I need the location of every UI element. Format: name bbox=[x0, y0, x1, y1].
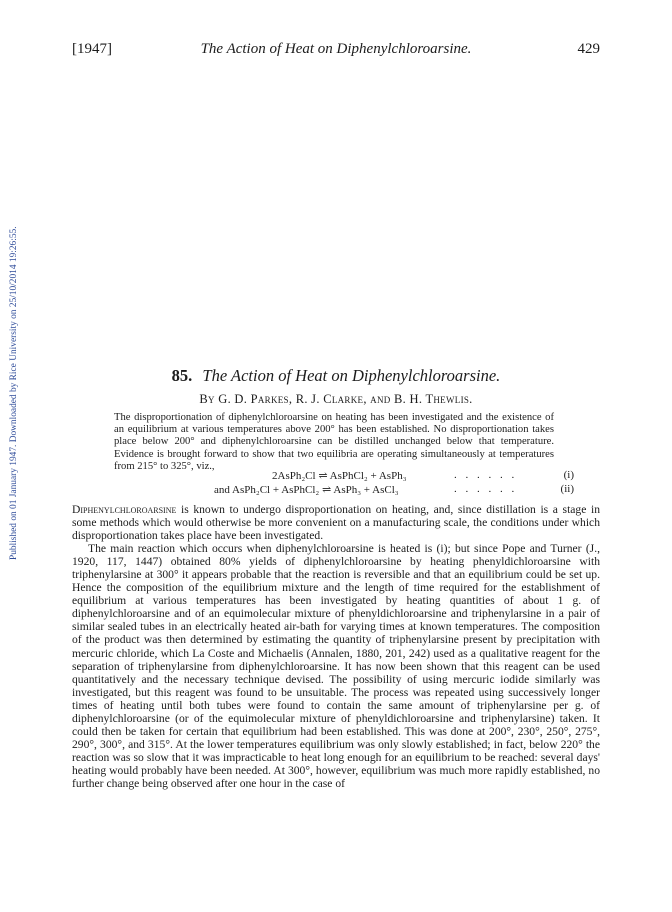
article-title-text: The Action of Heat on Diphenylchloroarsine. bbox=[202, 366, 501, 385]
article-title bbox=[0, 366, 672, 386]
equation-2-text: and AsPh₂Cl + AsPhCl₂ ⇌ AsPh₃ + AsCl₃ bbox=[214, 484, 399, 496]
equation-1-text: 2AsPh₂Cl ⇌ AsPhCl₂ + AsPh₃ bbox=[272, 470, 407, 482]
header-year: [1947] bbox=[72, 41, 112, 57]
lead-word: Diphenylchloroarsine bbox=[72, 503, 177, 516]
body-paragraph-1 bbox=[72, 503, 600, 542]
header-title: The Action of Heat on Diphenylchloroarsine. bbox=[200, 41, 472, 57]
equation-1 bbox=[114, 469, 574, 483]
equation-1-number: (i) bbox=[563, 469, 574, 481]
equation-1-leader: . . . . . . bbox=[454, 469, 518, 481]
body-paragraph-2: The main reaction which occurs when diphenylchloroarsine is heated is (i); but since Pope and Turner (J., 1920, 117, 1447) obtained 80% yields of diphenylchloroarsine by heating phenyldichloroarsine with triphenylarsine at 300° it appears probable that the reaction is reversible and that an equilibrium could be set up. Hence the composition of the equilibrium mixture and the length of time required for the establishment of equilibrium at various temperatures has been investigated by heating quantities of about 1 g. of diphenylchloroarsine and of an equimolecular mixture of phenyldichloroarsine and triphenylarsine in a pair of similar sealed tubes in an electrically heated air-bath for varying times at known temperatures. The composition of the product was then determined by estimating the quantity of triphenylarsine present by precipitation with mercuric chloride, which La Coste and Michaelis (Annalen, 1880, 201, 242) used as a qualitative reagent for the separation of triphenylarsine from diphenylchloroarsine. It has now been shown that this reagent can be used quantitatively and the necessary technique devised. The possibility of using mercuric iodide similarly was investigated, but this reagent was found to be unsuitable. The process was repeated using successively longer times of heating until both tubes were found to contain the same amount of triphenylarsine per g. of diphenylchloroarsine (or of the equimolecular mixture of phenyldichloroarsine and triphenylarsine) taken. It could then be taken for certain that equilibrium had been established. This was done at 200°, 230°, 250°, 275°, 290°, 300°, and 315°. At the lower temperatures equilibrium was only slowly established; in fact, below 220° the reaction was so slow that it was impracticable to heat long enough for an equilibrium to be reached: several days' heating would probably have been needed. At 300°, however, equilibrium was much more rapidly established, no further change being observed after one hour in the case of bbox=[72, 542, 600, 790]
equation-2 bbox=[114, 483, 574, 497]
header-page-number: 429 bbox=[577, 41, 600, 57]
article-number: 85. bbox=[171, 366, 193, 385]
article-authors: By G. D. Parkes, R. J. Clarke, and B. H. Thewlis. bbox=[199, 392, 473, 406]
download-stamp: Published on 01 January 1947. Downloaded by Rice University on 25/10/2014 19:26:55. bbox=[9, 226, 19, 560]
abstract: The disproportionation of diphenylchloroarsine on heating has been investigated and the existence of an equilibrium at various temperatures above 200° has been established. No disproportionation takes place below 200° and diphenylchloroarsine can be distilled unchanged below that temperature. Evidence is brought forward to show that two equilibria are operating simultaneously at temperatures from 215° to 325°, viz., bbox=[114, 412, 554, 472]
equation-2-leader: . . . . . . bbox=[454, 483, 518, 495]
article-body bbox=[72, 503, 600, 790]
equation-2-number: (ii) bbox=[560, 483, 574, 495]
running-header bbox=[72, 41, 600, 61]
body-paragraph-1-text: is known to undergo disproportionation on heating, and, since distillation is a stage in some methods which would otherwise be more convenient on a manufacturing scale, the conditions under which disproportionation takes place have been investigated. bbox=[72, 503, 600, 543]
